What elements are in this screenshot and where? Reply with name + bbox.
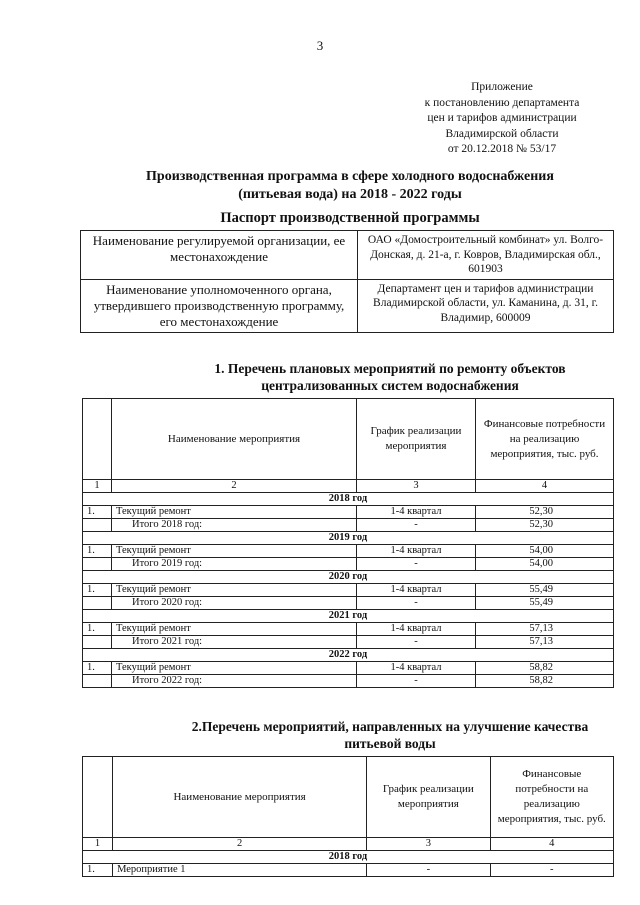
year-label: 2022 год bbox=[83, 649, 614, 662]
table-row bbox=[83, 623, 614, 636]
appendix-line: к постановлению департамента bbox=[424, 96, 580, 109]
appendix-line: Приложение bbox=[471, 81, 533, 93]
column-number: 4 bbox=[490, 838, 613, 851]
column-number: 1 bbox=[83, 838, 113, 851]
passport-row bbox=[81, 279, 614, 332]
column-number: 2 bbox=[113, 838, 367, 851]
total-value: 52,30 bbox=[476, 519, 614, 532]
total-schedule: - bbox=[357, 597, 476, 610]
header-cell: Финансовые потребности на реализацию мероприятия, тыс. руб. bbox=[476, 399, 614, 480]
program-title-line: (питьевая вода) на 2018 - 2022 годы bbox=[238, 187, 462, 202]
measure-value: 52,30 bbox=[476, 506, 614, 519]
table-header-row bbox=[83, 757, 614, 838]
measure-name: Текущий ремонт bbox=[112, 545, 357, 558]
year-label: 2020 год bbox=[83, 571, 614, 584]
passport-value: ОАО «Домостроительный комбинат» ул. Волго-Донская, д. 21-а, г. Ковров, Владимирская обл., 601903 bbox=[358, 231, 614, 280]
measure-schedule: 1-4 квартал bbox=[357, 662, 476, 675]
measure-name: Текущий ремонт bbox=[112, 662, 357, 675]
passport-label: Наименование регулируемой организации, ее местонахождение bbox=[81, 231, 358, 280]
total-value: 54,00 bbox=[476, 558, 614, 571]
table-header-row bbox=[83, 399, 614, 480]
total-row bbox=[83, 558, 614, 571]
table-row bbox=[83, 662, 614, 675]
column-number: 2 bbox=[112, 480, 357, 493]
appendix-line: Владимирской области bbox=[445, 127, 559, 140]
measure-value: 58,82 bbox=[476, 662, 614, 675]
year-label: 2021 год bbox=[83, 610, 614, 623]
passport-row bbox=[81, 231, 614, 280]
measure-schedule: 1-4 квартал bbox=[357, 545, 476, 558]
total-row bbox=[83, 597, 614, 610]
year-row bbox=[83, 571, 614, 584]
total-row bbox=[83, 675, 614, 688]
row-number: 1. bbox=[83, 584, 112, 597]
measure-value: 55,49 bbox=[476, 584, 614, 597]
row-number: 1. bbox=[83, 662, 112, 675]
measure-schedule: 1-4 квартал bbox=[357, 584, 476, 597]
table-row bbox=[83, 506, 614, 519]
total-label: Итого 2020 год: bbox=[112, 597, 357, 610]
header-cell bbox=[83, 399, 112, 480]
total-schedule: - bbox=[357, 636, 476, 649]
year-row bbox=[83, 610, 614, 623]
year-row bbox=[83, 493, 614, 506]
section1-heading bbox=[140, 360, 640, 394]
year-label: 2018 год bbox=[83, 851, 614, 864]
total-label: Итого 2019 год: bbox=[112, 558, 357, 571]
measure-schedule: 1-4 квартал bbox=[357, 623, 476, 636]
header-cell: Наименование мероприятия bbox=[112, 399, 357, 480]
row-number: 1. bbox=[83, 545, 112, 558]
total-label: Итого 2018 год: bbox=[112, 519, 357, 532]
section-heading-line: 1. Перечень плановых мероприятий по ремонту объектов bbox=[214, 361, 566, 376]
section-heading-line: 2.Перечень мероприятий, направленных на улучшение качества bbox=[191, 719, 589, 734]
passport-label: Наименование уполномоченного органа, утвердившего производственную программу, его местонахождение bbox=[81, 279, 358, 332]
measure-value: 54,00 bbox=[476, 545, 614, 558]
total-schedule: - bbox=[357, 558, 476, 571]
measure-schedule: 1-4 квартал bbox=[357, 506, 476, 519]
column-number-row bbox=[83, 838, 614, 851]
table-row bbox=[83, 545, 614, 558]
measure-name: Текущий ремонт bbox=[112, 623, 357, 636]
measure-name: Текущий ремонт bbox=[112, 506, 357, 519]
column-number-row bbox=[83, 480, 614, 493]
total-row bbox=[83, 519, 614, 532]
header-cell bbox=[83, 757, 113, 838]
passport-heading: Паспорт производственной программы bbox=[220, 210, 480, 226]
measure-value: - bbox=[490, 864, 613, 877]
program-title-line: Производственная программа в сфере холодного водоснабжения bbox=[146, 169, 554, 184]
year-label: 2019 год bbox=[83, 532, 614, 545]
measure-schedule: - bbox=[367, 864, 490, 877]
year-row bbox=[83, 649, 614, 662]
row-number: 1. bbox=[83, 623, 112, 636]
column-number: 1 bbox=[83, 480, 112, 493]
column-number: 3 bbox=[357, 480, 476, 493]
total-value: 57,13 bbox=[476, 636, 614, 649]
water-quality-table bbox=[82, 756, 614, 877]
row-number: 1. bbox=[83, 506, 112, 519]
appendix-line: цен и тарифов администрации bbox=[427, 112, 577, 124]
program-title bbox=[60, 168, 640, 204]
column-number: 4 bbox=[476, 480, 614, 493]
measure-name: Текущий ремонт bbox=[112, 584, 357, 597]
appendix-note bbox=[392, 80, 612, 158]
year-label: 2018 год bbox=[83, 493, 614, 506]
total-row bbox=[83, 636, 614, 649]
section-heading-line: централизованных систем водоснабжения bbox=[261, 378, 519, 393]
total-value: 55,49 bbox=[476, 597, 614, 610]
total-schedule: - bbox=[357, 675, 476, 688]
measure-value: 57,13 bbox=[476, 623, 614, 636]
total-label: Итого 2021 год: bbox=[112, 636, 357, 649]
year-row bbox=[83, 532, 614, 545]
year-row bbox=[83, 851, 614, 864]
section-heading-line: питьевой воды bbox=[344, 736, 436, 751]
header-cell: График реализации мероприятия bbox=[357, 399, 476, 480]
header-cell: Финансовые потребности на реализацию мероприятия, тыс. руб. bbox=[490, 757, 613, 838]
repair-measures-table bbox=[82, 398, 614, 688]
total-schedule: - bbox=[357, 519, 476, 532]
passport-table bbox=[80, 230, 614, 333]
page-number: 3 bbox=[316, 38, 324, 53]
row-number: 1. bbox=[83, 864, 113, 877]
table-row bbox=[83, 864, 614, 877]
section2-heading bbox=[140, 718, 640, 752]
total-label: Итого 2022 год: bbox=[112, 675, 357, 688]
header-cell: Наименование мероприятия bbox=[113, 757, 367, 838]
header-cell: График реализации мероприятия bbox=[367, 757, 490, 838]
total-value: 58,82 bbox=[476, 675, 614, 688]
passport-value: Департамент цен и тарифов администрации Владимирской области, ул. Каманина, д. 31, г. Владимир, 600009 bbox=[358, 279, 614, 332]
table-row bbox=[83, 584, 614, 597]
measure-name: Мероприятие 1 bbox=[113, 864, 367, 877]
appendix-line: от 20.12.2018 № 53/17 bbox=[447, 143, 557, 155]
column-number: 3 bbox=[367, 838, 490, 851]
